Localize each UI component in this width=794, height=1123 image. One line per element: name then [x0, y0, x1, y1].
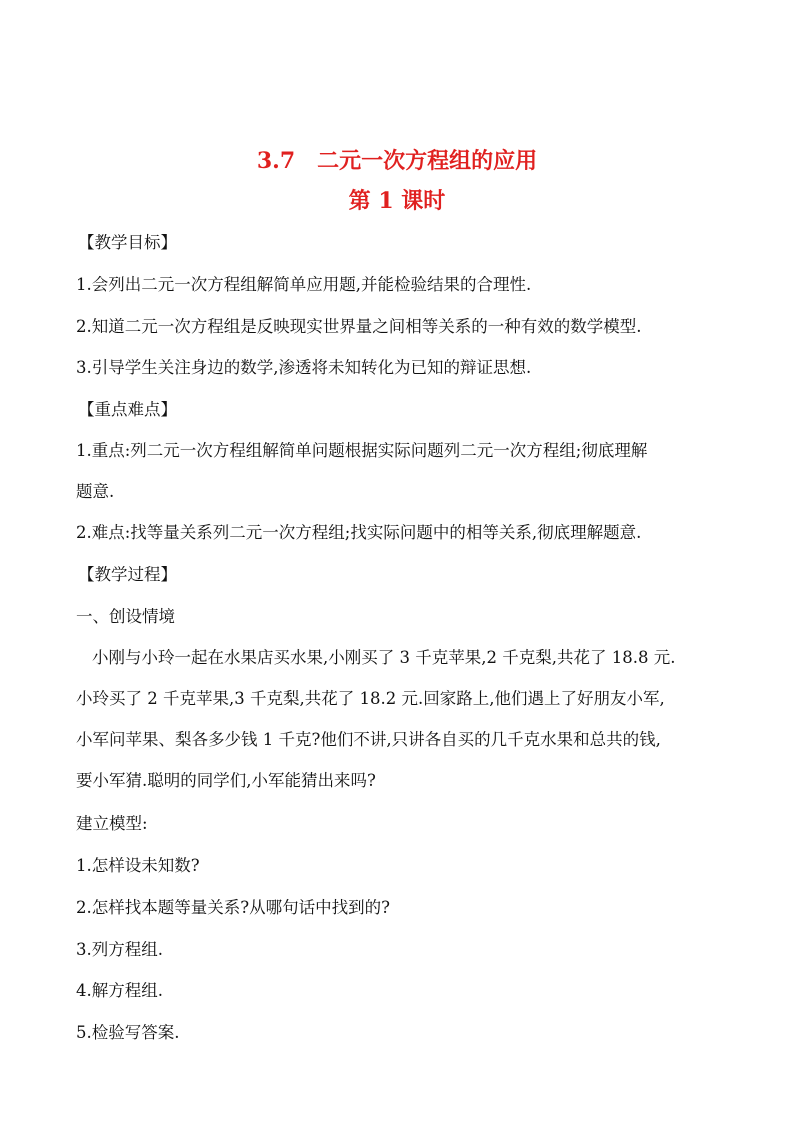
objective-item: 3.引导学生关注身边的数学,渗透将未知转化为已知的辩证思想.	[76, 358, 532, 377]
objectives-heading: 【教学目标】	[78, 233, 177, 252]
part1-heading: 一、创设情境	[76, 607, 175, 626]
keypoints-heading: 【重点难点】	[78, 400, 177, 419]
scenario-line: 小玲买了 2 千克苹果,3 千克梨,共花了 18.2 元.回家路上,他们遇上了好朋友小军,	[76, 689, 665, 708]
scenario-line: 小刚与小玲一起在水果店买水果,小刚买了 3 千克苹果,2 千克梨,共花了 18.8 元.	[92, 648, 676, 667]
process-heading: 【教学过程】	[78, 565, 177, 584]
scenario-line: 小军问苹果、梨各多少钱 1 千克?他们不讲,只讲各自买的几千克水果和总共的钱,	[76, 730, 661, 749]
model-step: 2.怎样找本题等量关系?从哪句话中找到的?	[76, 898, 390, 917]
model-step: 3.列方程组.	[76, 940, 163, 959]
objective-item: 2.知道二元一次方程组是反映现实世界量之间相等关系的一种有效的数学模型.	[76, 317, 642, 336]
objective-item: 1.会列出二元一次方程组解简单应用题,并能检验结果的合理性.	[76, 275, 532, 294]
lesson-title: 3.7 二元一次方程组的应用	[256, 148, 538, 174]
model-step: 5.检验写答案.	[76, 1023, 180, 1042]
model-step: 1.怎样设未知数?	[76, 856, 200, 875]
scenario-line: 要小军猜.聪明的同学们,小军能猜出来吗?	[76, 771, 376, 790]
model-heading: 建立模型:	[76, 814, 148, 833]
model-step: 4.解方程组.	[76, 981, 163, 1000]
keypoint-item: 2.难点:找等量关系列二元一次方程组;找实际问题中的相等关系,彻底理解题意.	[76, 523, 642, 542]
keypoint-item: 1.重点:列二元一次方程组解简单问题根据实际问题列二元一次方程组;彻底理解	[76, 441, 648, 460]
lesson-subtitle: 第 1 课时	[348, 188, 446, 214]
keypoint-item-continued: 题意.	[76, 482, 115, 501]
